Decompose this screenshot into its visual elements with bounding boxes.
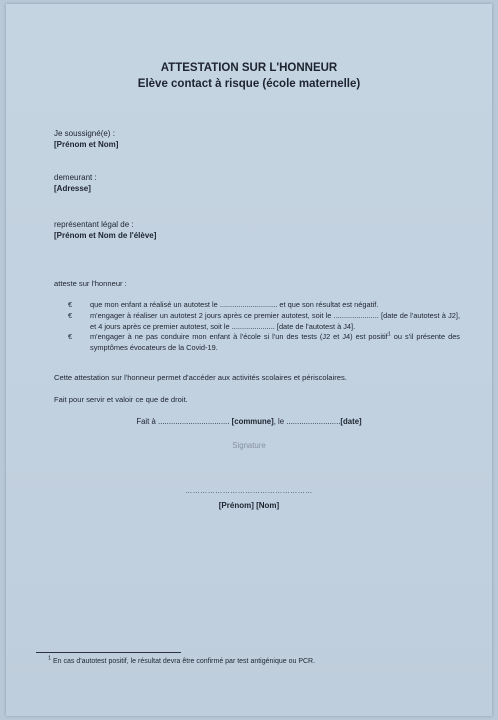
engagement-text: m'engager à réaliser un autotest 2 jours après ce premier autotest, soit le ...................... [date de l'autotest à J2], et 4 jours après ce premier autotest, soit le ..................... [date de l'autotest à J4].: [90, 310, 460, 331]
footnote-ref: 1: [387, 331, 391, 338]
engagement-text-cont: ou s'il présente des symptômes évocateurs de la Covid-19.: [90, 332, 460, 353]
footnote-text: En cas d'autotest positif, le résultat devra être confirmé par test antigénique ou PCR.: [53, 658, 316, 665]
document-page: [6, 4, 492, 716]
document-title: ATTESTATION SUR L'HONNEUR: [160, 62, 338, 74]
engagement-item: [68, 300, 460, 311]
le-text: , le .........................: [273, 417, 341, 426]
signatory-name: [Prénom] [Nom]: [218, 501, 280, 510]
footnote: [48, 655, 316, 665]
demeurant-value: [Adresse]: [54, 184, 91, 193]
soussigne-block: [54, 128, 118, 150]
engagement-list: [68, 300, 460, 354]
closing-paragraph: Fait pour servir et valoir ce que de droit.: [54, 395, 188, 404]
date-placeholder: [date]: [340, 417, 362, 426]
document-subtitle: Elève contact à risque (école maternelle): [137, 78, 361, 90]
engagement-text: que mon enfant a réalisé un autotest le ............................ et que son résultat est négatif.: [90, 300, 379, 309]
representant-value: [Prénom et Nom de l'élève]: [54, 231, 157, 240]
fait-prefix: Fait à .................................: [136, 417, 232, 426]
soussigne-value: [Prénom et Nom]: [54, 140, 119, 149]
demeurant-block: [54, 172, 97, 194]
soussigne-label: Je soussigné(e) :: [54, 129, 115, 138]
place-date-line: [6, 417, 492, 426]
representant-block: [54, 219, 156, 241]
footnote-mark: 1: [48, 655, 52, 662]
bullet-mark: €: [68, 332, 73, 342]
demeurant-label: demeurant :: [54, 173, 97, 182]
representant-label: représentant légal de :: [54, 220, 134, 229]
footnote-divider: [36, 652, 181, 653]
commune-placeholder: [commune]: [231, 417, 274, 426]
signature-label: Signature: [232, 441, 266, 450]
bullet-mark: €: [68, 300, 73, 309]
bullet-mark: €: [68, 310, 73, 320]
access-paragraph: Cette attestation sur l'honneur permet d'accéder aux activités scolaires et périscolaires.: [54, 373, 347, 382]
signature-line: ……………………………………………: [185, 488, 313, 495]
engagement-text: m'engager à ne pas conduire mon enfant à l'école si l'un des tests (J2 et J4) est positif: [90, 332, 388, 342]
engagement-item: [68, 332, 460, 354]
atteste-line: atteste sur l'honneur :: [54, 279, 127, 288]
engagement-item: [68, 311, 460, 333]
